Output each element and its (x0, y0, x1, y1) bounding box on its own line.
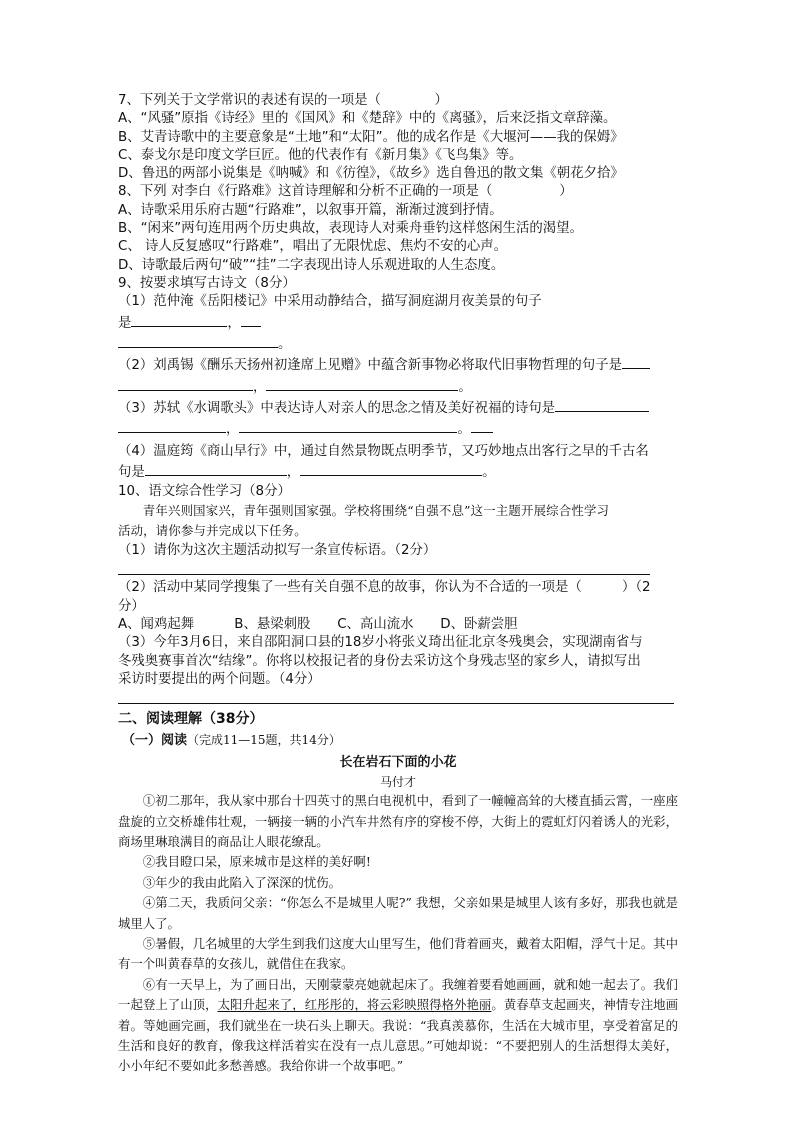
answer-blank[interactable] (118, 376, 253, 391)
q8-option-d: D、诗歌最后两句“破”“挂”二字表现出诗人乐观进取的人生态度。 (118, 257, 505, 273)
q9-stem: 9、按要求填写古诗文（8分） (118, 275, 296, 291)
answer-blank[interactable] (471, 418, 493, 433)
q8-stem: 8、下列 对李白《行路难》这首诗理解和分析不正确的一项是（ ） (118, 184, 573, 200)
answer-blank[interactable] (131, 312, 227, 327)
story-author: 马付才 (379, 775, 416, 790)
answer-blank[interactable] (118, 333, 278, 348)
story-paragraph-6: ⑥有一天早上，为了画日出，天刚蒙蒙亮她就起床了。我缠着要看她画画，就和她一起去了。我们一起登上了山顶，太阳升起来了，红彤彤的，将云彩映照得格外艳丽。黄春草支起画夹，神情专注地画着。等她画完画，我们就坐在一块石头上聊天。我说：“我真羡慕你，生活在大城市里，享受着富足的生活和良好的教育，像我这样活着实在没有一点儿意思。”可她却说：“不要把别人的生活想得太美好，小小年纪不要如此多愁善感。我给你讲一个故事吧。” (118, 976, 679, 1074)
q9-part2: （2）刘禹锡《酬乐天扬州初逢席上见赠》中蕴含新事物必将取代旧事物哲理的句子是 (118, 354, 678, 376)
section-heading: 二、阅读理解（38分） (118, 711, 264, 728)
answer-blank[interactable] (555, 397, 649, 412)
q9-part3: （3）苏轼《水调歌头》中表达诗人对亲人的思念之情及美好祝福的诗句是 (118, 397, 678, 419)
q8-option-b: B、“闲来”两句连用两个历史典故，表现诗人对乘舟垂钓这样悠闲生活的渴望。 (118, 221, 583, 237)
q8-option-a: A、诗歌采用乐府古题“行路难”，以叙事开篇，渐渐过渡到抒情。 (118, 202, 503, 218)
q7-option-d: D、鲁迅的两部小说集是《呐喊》和《彷徨》，《故乡》选自鲁迅的散文集《朝花夕拾》 (118, 166, 624, 182)
answer-blank[interactable] (622, 354, 650, 369)
exam-page (118, 92, 678, 1077)
q10-stem: 10、语文综合性学习（8分） (118, 483, 291, 499)
q9-part1-prefix: 是 (118, 315, 132, 331)
story-paragraph-4: ④第二天，我质问父亲：“你怎么不是城里人呢?” 我想，父亲如果是城里人该有多好，那我也就是城里人了。 (118, 895, 678, 931)
q10-part2: （2）活动中某同学搜集了一些有关自强不息的故事，你认为不合适的一项是（ ）（2 (118, 580, 651, 596)
q7-option-b: B、艾青诗歌中的主要意象是“土地”和“太阳”。他的成名作是《大堰河——我的保姆》 (118, 129, 624, 145)
underlined-sentence: 太阳升起来了，红彤彤的，将云彩映照得格外艳丽 (217, 997, 492, 1013)
q10-intro-2: 活动，请你参与并完成以下任务。 (118, 523, 307, 539)
q9-part2-answer-line: ， 。 (118, 376, 678, 397)
story-paragraph-5: ⑤暑假，几名城里的大学生到我们这度大山里写生，他们背着画夹，戴着太阳帽，浮气十足。其中有一个叫黄春草的女孩儿，就借住在我家。 (118, 935, 678, 972)
q10-part3-line2: 冬残奥赛事首次“结缘”。你将以校报记者的身份去采访这个身残志坚的家乡人，请拟写出 (118, 653, 641, 669)
q7-option-c: C、泰戈尔是印度文学巨匠。他的代表作有《新月集》《飞鸟集》等。 (118, 147, 523, 163)
q9-part1-answer-line-2 (118, 333, 678, 354)
q8-option-c: C、 诗人反复感叹“行路难”，唱出了无限忧虑、焦灼不安的心声。 (118, 239, 508, 255)
answer-blank[interactable] (239, 418, 457, 433)
q9-part1: （1）范仲淹《岳阳楼记》中采用动静结合，描写洞庭湖月夜美景的句子 (118, 294, 542, 310)
q10-part3-answer-line[interactable] (118, 689, 674, 704)
story-paragraph-3: ③年少的我由此陷入了深深的忧伤。 (142, 874, 342, 890)
q9-part4: （4）温庭筠《商山早行》中，通过自然景物既点明季节，又巧妙地点出客行之早的千古名 (118, 443, 649, 459)
q9-part4-answer-line: 句是 ， 。 (118, 461, 678, 482)
q7-option-a: A、“风骚”原指《诗经》里的《国风》和《楚辞》中的《离骚》，后来泛指文章辞藻。 (118, 111, 617, 127)
answer-blank[interactable] (241, 312, 261, 327)
answer-blank[interactable] (300, 461, 482, 476)
period: 。 (278, 336, 292, 352)
q10-intro-1: 青年兴则国家兴，青年强则国家强。学校将围绕“自强不息”这一主题开展综合性学习 (142, 502, 610, 518)
answer-blank[interactable] (145, 461, 287, 476)
q9-part3-answer-line: ， 。 (118, 418, 678, 439)
answer-blank[interactable] (266, 376, 458, 391)
subsection-heading: （一）阅读（完成11—15题，共14分） (122, 733, 341, 749)
story-paragraph-1: ①初二那年，我从家中那台十四英寸的黑白电视机中，看到了一幢幢高耸的大楼直插云霄，一座座盘旋的立交桥雄伟壮观，一辆接一辆的小汽车井然有序的穿梭不停，大街上的霓虹灯闪着诱人的光彩，商场里琳琅满目的商品让人眼花缭乱。 (118, 793, 678, 849)
q9-part1-answer-line (118, 312, 678, 333)
q7-stem: 7、下列关于文学常识的表述有误的一项是（ ） (118, 93, 448, 108)
answer-blank[interactable] (118, 418, 226, 433)
q10-part2-cont: 分） (118, 598, 145, 614)
story-paragraph-2: ②我目瞪口呆，原来城市是这样的美好啊! (142, 854, 371, 870)
q10-part3-line3: 采访时要提出的两个问题。（4分） (118, 671, 321, 687)
story-title: 长在岩石下面的小花 (339, 755, 457, 771)
q10-part3-line1: （3）今年3月6日，来自邵阳洞口县的18岁小将张义琦出征北京冬残奥会，实现湖南省与 (118, 635, 643, 651)
comma: ， (227, 315, 241, 331)
q10-part2-options: A、闻鸡起舞 B、悬梁刺股 C、高山流水 D、卧薪尝胆 (118, 616, 518, 632)
q10-part1: （1）请你为这次主题活动拟写一条宣传标语。（2分） (118, 543, 437, 559)
subsection-note: （完成11—15题，共14分） (187, 733, 341, 748)
q10-part1-answer-line[interactable] (118, 560, 650, 575)
